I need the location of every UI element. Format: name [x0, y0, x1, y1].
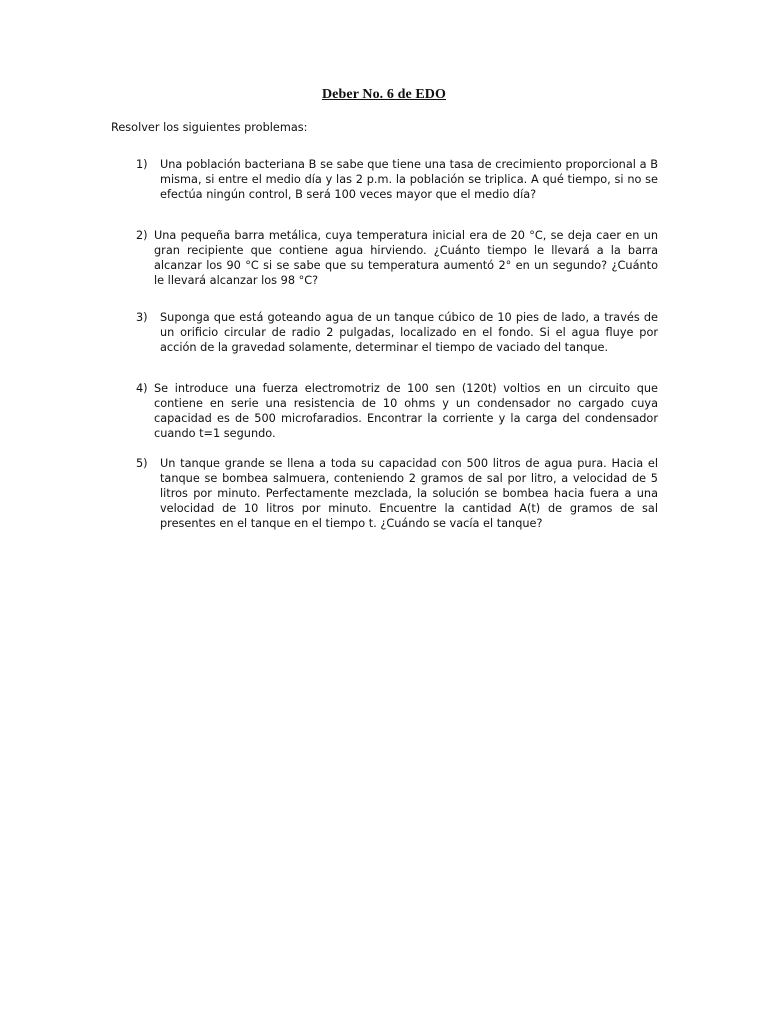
problem-number: 5): [136, 457, 148, 470]
problem-text: Un tanque grande se llena a toda su capacidad con 500 litros de agua pura. Hacia el tanque se bombea salmuera, conteniendo 2 gramos de sal por litro, a velocidad de 5 litros por minuto. Perfectamente mezclada, la solución se bombea hacia fuera a una velocidad de 10 litros por minuto. Encuentre la cantidad A(t) de gramos de sal presentes en el tanque en el tiempo t. ¿Cuándo se vacía el tanque?: [160, 457, 658, 530]
problem-text: Una pequeña barra metálica, cuya temperatura inicial era de 20 °C, se deja caer en un gran recipiente que contiene agua hirviendo. ¿Cuánto tiempo le llevará a la barra alcanzar los 90 °C si se sabe que su temperatura aumentó 2° en un segundo? ¿Cuánto le llevará alcanzar los 98 °C?: [154, 229, 658, 287]
problem-number: 1): [136, 158, 148, 171]
problem-4: [136, 381, 658, 441]
problem-3: [136, 310, 658, 355]
document-title: Deber No. 6 de EDO: [321, 87, 447, 102]
problem-number: 3): [136, 311, 148, 324]
problem-5: [136, 456, 658, 531]
problem-text: Suponga que está goteando agua de un tanque cúbico de 10 pies de lado, a través de un orificio circular de radio 2 pulgadas, localizado en el fondo. Si el agua fluye por acción de la gravedad solamente, determinar el tiempo de vaciado del tanque.: [160, 311, 658, 354]
intro-text: Resolver los siguientes problemas:: [111, 121, 308, 134]
problem-number: 4): [136, 382, 148, 395]
problem-number: 2): [136, 229, 148, 242]
problem-2: [136, 228, 658, 288]
problem-text: Una población bacteriana B se sabe que tiene una tasa de crecimiento proporcional a B misma, si entre el medio día y las 2 p.m. la población se triplica. A qué tiempo, si no se efectúa ningún control, B será 100 veces mayor que el medio día?: [160, 158, 658, 201]
problem-text: Se introduce una fuerza electromotriz de 100 sen (120t) voltios en un circuito que contiene en serie una resistencia de 10 ohms y un condensador no cargado cuya capacidad es de 500 microfaradios. Encontrar la corriente y la carga del condensador cuando t=1 segundo.: [154, 382, 658, 440]
problem-1: [136, 157, 658, 202]
